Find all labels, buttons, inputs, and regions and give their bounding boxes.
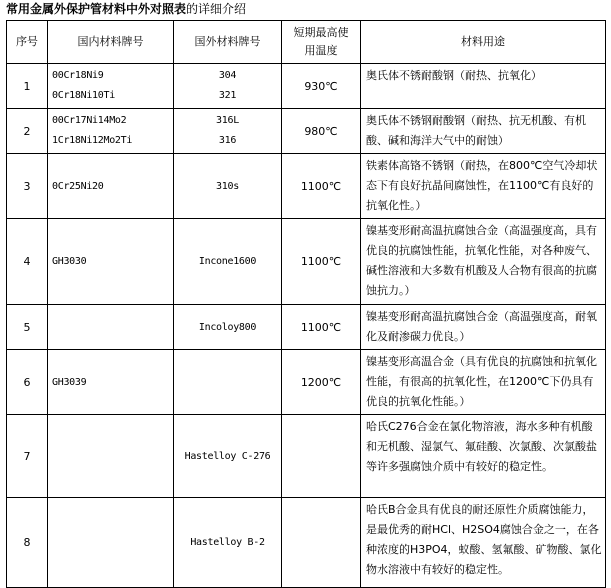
cell-domestic: [48, 64, 174, 109]
cell-domestic: [48, 415, 174, 498]
cell-temp: 1200℃: [282, 350, 361, 415]
cell-usage: 镍基变形高温合金（具有优良的抗腐蚀和抗氧化性能，有很高的抗氧化性，在1200℃下仍具有优良的抗氧化性能。）: [361, 350, 606, 415]
cell-foreign: Hastelloy C-276: [174, 415, 282, 498]
table-row: [7, 305, 606, 350]
header-max-temp: 短期最高使用温度: [282, 21, 361, 64]
cell-usage: 奥氏体不锈钢耐酸钢（耐热、抗无机酸、有机酸、碱和海洋大气中的耐蚀）: [361, 109, 606, 154]
cell-foreign: Incone1600: [174, 219, 282, 305]
cell-temp: 1100℃: [282, 154, 361, 219]
header-no: 序号: [7, 21, 48, 64]
cell-no: 2: [7, 109, 48, 154]
title-main: 常用金属外保护管材料中外对照表: [6, 2, 187, 16]
cell-no: 5: [7, 305, 48, 350]
cell-foreign: Incoloy800: [174, 305, 282, 350]
foreign-grade: 321: [218, 90, 237, 101]
header-usage: 材料用途: [361, 21, 606, 64]
domestic-grade: 0Cr18Ni10Ti: [52, 90, 115, 101]
cell-domestic: [48, 498, 174, 588]
domestic-grade: 00Cr18Ni9: [52, 70, 104, 81]
cell-domestic: [48, 109, 174, 154]
cell-no: 7: [7, 415, 48, 498]
table-row: [7, 415, 606, 498]
table-row: [7, 109, 606, 154]
cell-foreign: [174, 350, 282, 415]
cell-temp: [282, 498, 361, 588]
table-row: [7, 64, 606, 109]
cell-no: 1: [7, 64, 48, 109]
cell-usage: 哈氏B合金具有优良的耐还原性介质腐蚀能力，是最优秀的耐HCl、H2SO4腐蚀合金之一，在各种浓度的H3PO4，蚁酸、氢氟酸、矿物酸、氯化物水溶液中有较好的稳定性。: [361, 498, 606, 588]
cell-no: 4: [7, 219, 48, 305]
domestic-grade: 1Cr18Ni12Mo2Ti: [52, 135, 133, 146]
domestic-grade: 00Cr17Ni14Mo2: [52, 115, 127, 126]
cell-domestic: [48, 305, 174, 350]
foreign-grade: 304: [218, 70, 237, 81]
cell-temp: 1100℃: [282, 305, 361, 350]
cell-foreign: [174, 109, 282, 154]
table-row: [7, 350, 606, 415]
cell-temp: 980℃: [282, 109, 361, 154]
cell-foreign: [174, 64, 282, 109]
cell-usage: 镍基变形耐高温抗腐蚀合金（高温强度高，耐氧化及耐渗碳力优良。）: [361, 305, 606, 350]
cell-usage: 奥氏体不锈耐酸钢（耐热、抗氧化）: [361, 64, 606, 109]
table-row: [7, 498, 606, 588]
table-header-row: [7, 21, 606, 64]
cell-usage: 哈氏C276合金在氯化物溶液，海水多种有机酸和无机酸、湿氯气、氟硅酸、次氯酸、次氯酸盐等许多强腐蚀介质中有较好的稳定性。: [361, 415, 606, 498]
cell-no: 6: [7, 350, 48, 415]
table-row: [7, 154, 606, 219]
header-foreign-grade: 国外材料牌号: [174, 21, 282, 64]
cell-usage: 铁素体高铬不锈钢（耐热，在800℃空气冷却状态下有良好抗晶间腐蚀性，在1100℃有良好的抗氧化性。）: [361, 154, 606, 219]
table-row: [7, 219, 606, 305]
title-suffix: 的详细介绍: [186, 2, 247, 16]
cell-foreign: Hastelloy B-2: [174, 498, 282, 588]
cell-usage: 镍基变形耐高温抗腐蚀合金（高温强度高，具有优良的抗腐蚀性能，抗氧化性能，对各种废气、碱性溶液和大多数有机酸及人合物有很高的抗腐蚀抗力。）: [361, 219, 606, 305]
cell-temp: 1100℃: [282, 219, 361, 305]
cell-domestic: 0Cr25Ni20: [48, 154, 174, 219]
cell-temp: 930℃: [282, 64, 361, 109]
cell-domestic: GH3039: [48, 350, 174, 415]
page-title: [6, 0, 246, 19]
cell-no: 3: [7, 154, 48, 219]
header-domestic-grade: 国内材料牌号: [48, 21, 174, 64]
cell-domestic: GH3030: [48, 219, 174, 305]
foreign-grade: 316: [218, 135, 237, 146]
foreign-grade: 316L: [216, 115, 239, 126]
cell-foreign: 310s: [174, 154, 282, 219]
cell-no: 8: [7, 498, 48, 588]
cell-temp: [282, 415, 361, 498]
material-table: [6, 20, 606, 588]
